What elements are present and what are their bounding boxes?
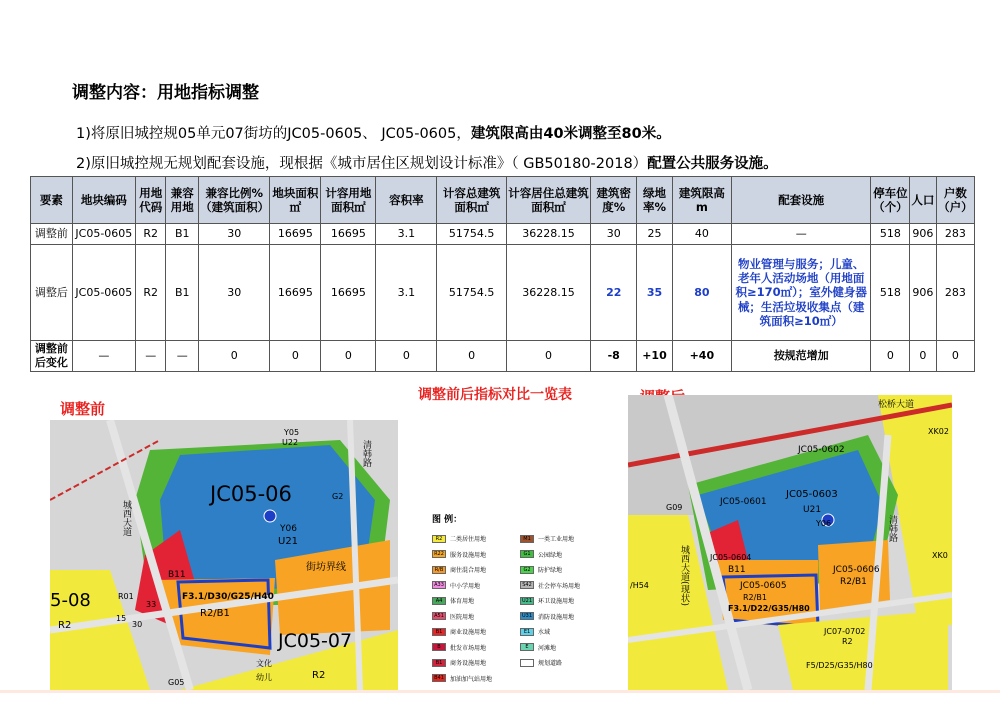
- map-before-num33: 33: [146, 600, 157, 609]
- map-after-h54: /H54: [630, 581, 649, 590]
- legend: [432, 512, 617, 687]
- legend-item: [432, 596, 474, 605]
- table-cell: -8: [591, 341, 637, 372]
- map-after-svg: [628, 395, 952, 690]
- legend-swatch: E: [520, 643, 534, 651]
- table-cell: —: [72, 341, 135, 372]
- table-cell: 0: [321, 341, 376, 372]
- table-header: 用地代码: [135, 177, 166, 224]
- table-cell: 35: [637, 245, 673, 341]
- map-after-g09: G09: [666, 503, 683, 512]
- indicator-table: [30, 176, 975, 372]
- table-cell: 30: [199, 224, 270, 245]
- legend-label: 医院用地: [450, 613, 475, 621]
- table-header: 地块面积㎡: [270, 177, 321, 224]
- table-header: 计容总建筑面积㎡: [437, 177, 506, 224]
- line1-text: 1)将原旧城控规05单元07街坊的JC05-0605、 JC05-0605，: [76, 126, 471, 142]
- map-before-y06: Y06: [280, 524, 297, 534]
- map-after-u21: U21: [803, 505, 822, 515]
- table-cell: 0: [376, 341, 437, 372]
- legend-item: [520, 550, 562, 559]
- map-before-g05: G05: [168, 678, 185, 687]
- legend-label: 商住混合用地: [450, 567, 487, 574]
- map-after-road-right: 清韩路: [887, 515, 897, 542]
- legend-item: [520, 596, 574, 605]
- map-before-block-06: JC05-06: [210, 482, 292, 506]
- table-cell: 3.1: [376, 245, 437, 341]
- table-cell: 80: [672, 245, 731, 341]
- legend-label: 一类工业用地: [538, 536, 575, 543]
- legend-item: [520, 565, 562, 574]
- table-cell: B1: [166, 224, 199, 245]
- legend-item: [432, 550, 486, 559]
- table-header: 停车位（个）: [871, 177, 910, 224]
- content-line-2: [76, 152, 778, 173]
- legend-label: 社会停车场用地: [538, 582, 581, 590]
- legend-swatch: R2: [432, 535, 446, 543]
- map-before-block-07: JC05-07: [278, 630, 353, 652]
- legend-swatch: E1: [520, 628, 534, 636]
- map-before-r01: R01: [118, 592, 134, 601]
- label-before: 调整前: [60, 400, 106, 418]
- map-before-jiaoyu: 幼儿: [256, 673, 272, 682]
- table-cell: 25: [637, 224, 673, 245]
- table-header: 兼容用地: [166, 177, 199, 224]
- map-before-y05: Y05: [284, 428, 300, 437]
- map-before-b11: B11: [168, 570, 186, 580]
- label-compare: 调整前后指标对比一览表: [418, 387, 572, 403]
- map-before-num30: 30: [132, 620, 143, 629]
- legend-item: [520, 581, 580, 590]
- legend-label: 体育用地: [450, 598, 475, 605]
- line1-bold: 建筑限高由40米调整至80米。: [470, 126, 671, 142]
- legend-swatch: U21: [521, 597, 533, 604]
- legend-label: 中小学用地: [450, 582, 481, 590]
- map-before-block-08: 5-08: [50, 590, 91, 611]
- table-cell: JC05-0605: [72, 245, 135, 341]
- map-before-u22: U22: [282, 438, 299, 447]
- table-cell: R2: [135, 224, 166, 245]
- table-header: 要素: [31, 177, 73, 224]
- map-after-parcel-use: R2/B1: [743, 593, 767, 602]
- table-cell: 30: [591, 224, 637, 245]
- table-cell: 按规范增加: [731, 341, 871, 372]
- legend-header: 图 例：: [432, 515, 463, 525]
- legend-swatch: B: [432, 643, 446, 651]
- table-cell: 16695: [321, 245, 376, 341]
- table-header: 配套设施: [731, 177, 871, 224]
- table-cell: +10: [637, 341, 673, 372]
- table-header: 容积率: [376, 177, 437, 224]
- table-header: 建筑密度%: [591, 177, 637, 224]
- legend-item: [520, 643, 556, 652]
- map-after-xk: XK0: [932, 551, 948, 560]
- legend-item: [432, 643, 486, 652]
- legend-label: 商务设施用地: [450, 660, 487, 667]
- legend-item: [432, 581, 480, 590]
- legend-swatch: B1: [432, 628, 446, 636]
- table-cell: 调整后: [31, 245, 73, 341]
- map-after-f5: F5/D25/G35/H80: [806, 661, 873, 670]
- table-cell: 物业管理与服务；儿童、老年人活动场地（用地面积≥170㎡）；室外健身器械；生活垃圾收集点（建筑面积≥10㎡）: [731, 245, 871, 341]
- map-after-0603: JC05-0603: [786, 489, 838, 500]
- legend-swatch: A33: [432, 581, 446, 589]
- table-cell: 36228.15: [506, 245, 591, 341]
- line2-text: 2)原旧城控规无规划配套设施，现根据《城市居住区规划设计标准》（ GB50180-2018）: [76, 156, 648, 172]
- map-after: [628, 395, 952, 690]
- legend-swatch: A4: [432, 597, 446, 605]
- table-header-row: [31, 177, 975, 224]
- map-after-0602: JC05-0602: [798, 445, 845, 455]
- legend-swatch: B41: [432, 674, 446, 682]
- map-before-wenhua: 文化: [256, 659, 272, 668]
- table-cell: 调整前: [31, 224, 73, 245]
- table-cell: 0: [270, 341, 321, 372]
- map-before-num15: 15: [116, 614, 127, 623]
- map-before-parcel-use: R2/B1: [200, 608, 230, 619]
- table-row: [31, 224, 975, 245]
- legend-label: 批发市场用地: [450, 644, 487, 652]
- map-before-r2-left: R2: [58, 620, 72, 631]
- table-header: 地块编码: [72, 177, 135, 224]
- table-cell: 22: [591, 245, 637, 341]
- legend-item: [432, 534, 486, 543]
- table-cell: JC05-0605: [72, 224, 135, 245]
- map-after-0702: JC07-0702: [824, 627, 866, 636]
- table-cell: 51754.5: [437, 224, 506, 245]
- table-cell: 51754.5: [437, 245, 506, 341]
- legend-item: [520, 627, 550, 636]
- table-cell: —: [731, 224, 871, 245]
- table-header: 绿地率%: [637, 177, 673, 224]
- table-cell: —: [135, 341, 166, 372]
- table-cell: 906: [910, 245, 936, 341]
- table-cell: R2: [135, 245, 166, 341]
- table-cell: 36228.15: [506, 224, 591, 245]
- table-header: 兼容比例%（建筑面积）: [199, 177, 270, 224]
- map-after-y06: Y06: [816, 519, 832, 528]
- table-cell: 40: [672, 224, 731, 245]
- table-header: 人口: [910, 177, 936, 224]
- page-title: 调整内容：用地指标调整: [72, 83, 259, 103]
- legend-label: 二类居住用地: [450, 536, 487, 543]
- table-cell: 16695: [321, 224, 376, 245]
- footer-bar: [0, 690, 1000, 693]
- legend-label: 加油加气站用地: [450, 675, 493, 683]
- table-cell: 0: [506, 341, 591, 372]
- legend-label: 服务设施用地: [450, 551, 487, 559]
- table-cell: B1: [166, 245, 199, 341]
- legend-item: [432, 565, 486, 574]
- legend-label: 水域: [538, 629, 551, 636]
- table-cell: 16695: [270, 224, 321, 245]
- table-cell: 283: [936, 224, 974, 245]
- map-after-r2b1: R2/B1: [840, 577, 867, 587]
- map-after-xk02: XK02: [928, 427, 949, 436]
- table-cell: 0: [199, 341, 270, 372]
- map-before: [50, 420, 398, 690]
- map-before-r2-bottom: R2: [312, 670, 326, 681]
- table-cell: 16695: [270, 245, 321, 341]
- map-after-0604: JC05-0604: [710, 553, 752, 562]
- legend-swatch: G1: [520, 550, 534, 558]
- table-cell: 283: [936, 245, 974, 341]
- legend-item: [432, 627, 486, 636]
- legend-label: 环卫设施用地: [538, 598, 575, 605]
- map-after-parcel-code: F3.1/D22/G35/H80: [728, 604, 810, 613]
- table-cell: 0: [910, 341, 936, 372]
- map-after-road-top: 松桥大道: [878, 400, 915, 410]
- map-before-parcel-code: F3.1/D30/G25/H40: [182, 592, 274, 602]
- map-before-u21: U21: [278, 536, 299, 547]
- content-line-1: [76, 122, 671, 143]
- table-cell: 30: [199, 245, 270, 341]
- legend-label: 消防设施用地: [538, 613, 575, 621]
- map-after-0601: JC05-0601: [720, 497, 767, 507]
- legend-label: 河滩地: [538, 644, 557, 652]
- map-after-r2: R2: [842, 637, 853, 646]
- table-header: 计容居住总建筑面积㎡: [506, 177, 591, 224]
- map-before-road-left: 城西大道: [121, 500, 131, 536]
- legend-swatch: R/B: [432, 566, 446, 574]
- map-after-0605: JC05-0605: [740, 581, 787, 591]
- legend-item: [520, 612, 574, 621]
- legend-item: [520, 658, 562, 667]
- legend-item: [432, 658, 486, 667]
- legend-swatch: M1: [520, 535, 534, 543]
- legend-swatch: G2: [520, 566, 534, 574]
- table-row: [31, 341, 975, 372]
- legend-item: [432, 612, 474, 621]
- map-before-g2: G2: [332, 492, 344, 501]
- map-after-0606: JC05-0606: [833, 565, 880, 575]
- legend-item: [432, 674, 492, 683]
- map-before-boundary: 街坊界线: [306, 562, 346, 573]
- map-after-road-left: 城西大道(现状): [679, 545, 689, 607]
- table-cell: —: [166, 341, 199, 372]
- legend-label: 商业设施用地: [450, 629, 487, 636]
- table-row: [31, 245, 975, 341]
- legend-swatch: S42: [520, 581, 534, 589]
- legend-swatch: R22: [432, 550, 446, 558]
- table-cell: 0: [936, 341, 974, 372]
- legend-label: 防护绿地: [538, 567, 563, 574]
- line2-bold: 配置公共服务设施。: [647, 156, 778, 172]
- legend-swatch: [520, 659, 534, 667]
- table-cell: +40: [672, 341, 731, 372]
- table-cell: 906: [910, 224, 936, 245]
- map-before-road-right: 清韩路: [361, 440, 371, 467]
- table-header: 建筑限高m: [672, 177, 731, 224]
- legend-swatch: U31: [521, 613, 533, 619]
- legend-item: [520, 534, 574, 543]
- map-after-b11: B11: [728, 565, 746, 575]
- legend-label: 规划道路: [538, 660, 563, 667]
- legend-swatch: B1: [432, 659, 446, 667]
- table-header: 户数（户）: [936, 177, 974, 224]
- table-cell: 0: [437, 341, 506, 372]
- legend-swatch: A51: [432, 612, 446, 620]
- table-cell: 518: [871, 245, 910, 341]
- table-header: 计容用地面积㎡: [321, 177, 376, 224]
- table-cell: 3.1: [376, 224, 437, 245]
- table-cell: 518: [871, 224, 910, 245]
- legend-label: 公园绿地: [538, 551, 563, 559]
- table-cell: 0: [871, 341, 910, 372]
- table-cell: 调整前后变化: [31, 341, 73, 372]
